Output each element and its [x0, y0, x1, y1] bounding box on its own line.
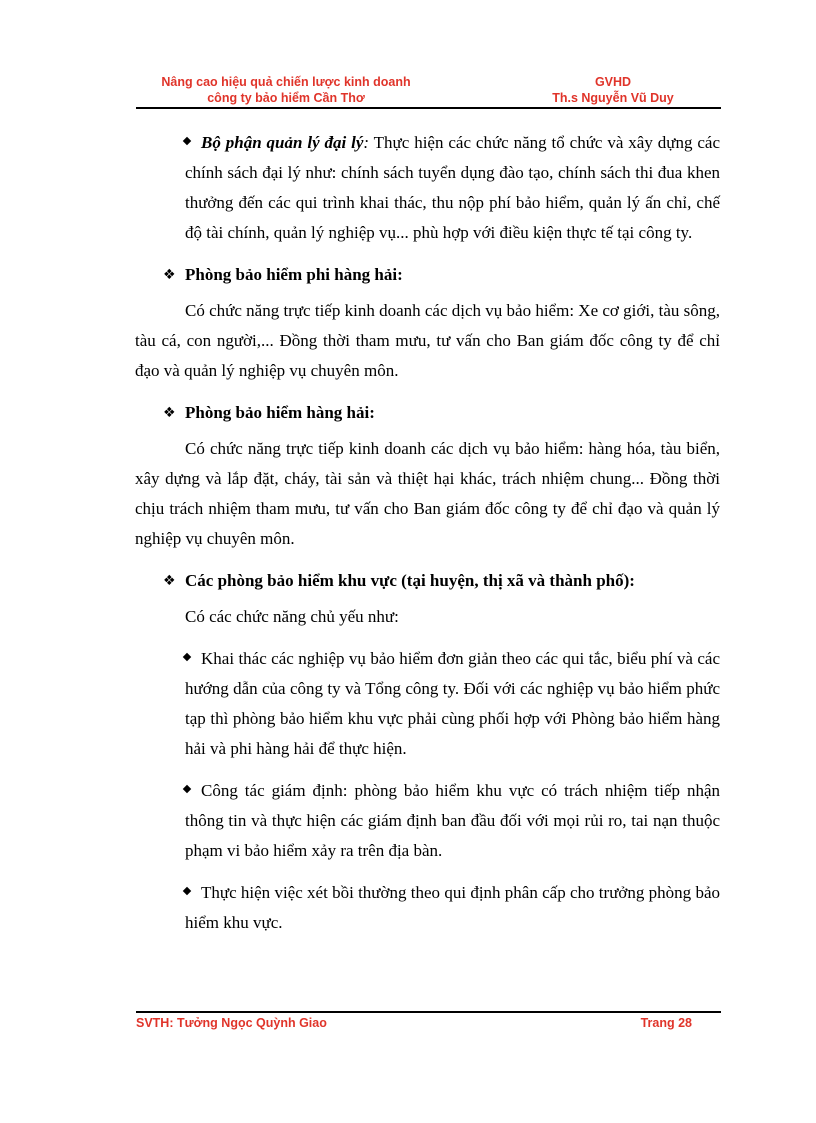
footer-divider [136, 1011, 721, 1013]
header-advisor [533, 74, 693, 106]
heading-text: Các phòng bảo hiểm khu vực (tại huyện, thị xã và thành phố): [185, 571, 635, 590]
header-title-line2: công ty bảo hiểm Cần Thơ [207, 91, 365, 105]
bullet-agency-management [135, 128, 720, 248]
bullet-exploitation [135, 644, 720, 764]
page-header [136, 74, 721, 109]
bullet-text: Thực hiện việc xét bồi thường theo qui định phân cấp cho trưởng phòng bảo hiểm khu vực. [185, 883, 720, 932]
heading-text: Phòng bảo hiểm hàng hải: [185, 403, 375, 422]
four-point-star-icon: ❖ [163, 405, 176, 421]
header-advisor-label: GVHD [594, 75, 632, 89]
footer-student: SVTH: Tưởng Ngọc Quỳnh Giao [136, 1016, 327, 1030]
paragraph-regional-intro: Có các chức năng chủ yếu như: [185, 607, 399, 626]
paragraph-non-marine: Có chức năng trực tiếp kinh doanh các dịch vụ bảo hiểm: Xe cơ giới, tàu sông, tàu cá, con người,... Đồng thời tham mưu, tư vấn cho Ban giám đốc công ty để chỉ đạo và quản lý nghiệp vụ chuyên môn. [135, 301, 720, 380]
header-advisor-name: Th.s Nguyễn Vũ Duy [552, 91, 674, 105]
footer-page-number: Trang 28 [640, 1016, 692, 1030]
bullet-compensation [135, 878, 720, 938]
header-title-line1: Nâng cao hiệu quả chiến lược kinh doanh [161, 75, 411, 89]
header-title [136, 74, 436, 106]
heading-marine [135, 398, 720, 428]
bullet-term: Bộ phận quản lý đại lý [201, 133, 364, 152]
bullet-term-colon: : [363, 133, 370, 152]
bullet-text: Công tác giám định: phòng bảo hiểm khu vực có trách nhiệm tiếp nhận thông tin và thực hiện các giám định ban đầu đối với mọi rủi ro, tai nạn thuộc phạm vi bảo hiểm xảy ra trên địa bàn. [185, 781, 720, 860]
bullet-text: Thực hiện các chức năng tổ chức và xây dựng các chính sách đại lý như: chính sách tuyển dụng đào tạo, chính sách thi đua khen thưởng đến các qui trình khai thác, thu nộp phí bảo hiểm, quản lý ấn chỉ, chế độ tài chính, quản lý nghiệp vụ... phù hợp với điều kiện thực tế tại công ty. [185, 133, 720, 242]
header-divider [136, 107, 721, 109]
heading-non-marine [135, 260, 720, 290]
bullet-assessment [135, 776, 720, 866]
four-point-star-icon: ❖ [163, 267, 176, 283]
heading-text: Phòng bảo hiểm phi hàng hải: [185, 265, 403, 284]
bullet-text: Khai thác các nghiệp vụ bảo hiểm đơn giản theo các qui tắc, biểu phí và các hướng dẫn của công ty và Tổng công ty. Đối với các nghiệp vụ bảo hiểm phức tạp thì phòng bảo hiểm khu vực phải cùng phối hợp với Phòng bảo hiểm hàng hải và phi hàng hải để thực hiện. [185, 649, 720, 758]
four-point-star-icon: ❖ [163, 573, 176, 589]
page-body [135, 128, 720, 938]
paragraph-marine: Có chức năng trực tiếp kinh doanh các dịch vụ bảo hiểm: hàng hóa, tàu biển, xây dựng và lắp đặt, cháy, tài sản và thiệt hại khác, trách nhiệm chung... Đồng thời chịu trách nhiệm tham mưu, tư vấn cho Ban giám đốc công ty để chỉ đạo và quản lý nghiệp vụ chuyên môn. [135, 439, 720, 548]
heading-regional [135, 566, 720, 596]
